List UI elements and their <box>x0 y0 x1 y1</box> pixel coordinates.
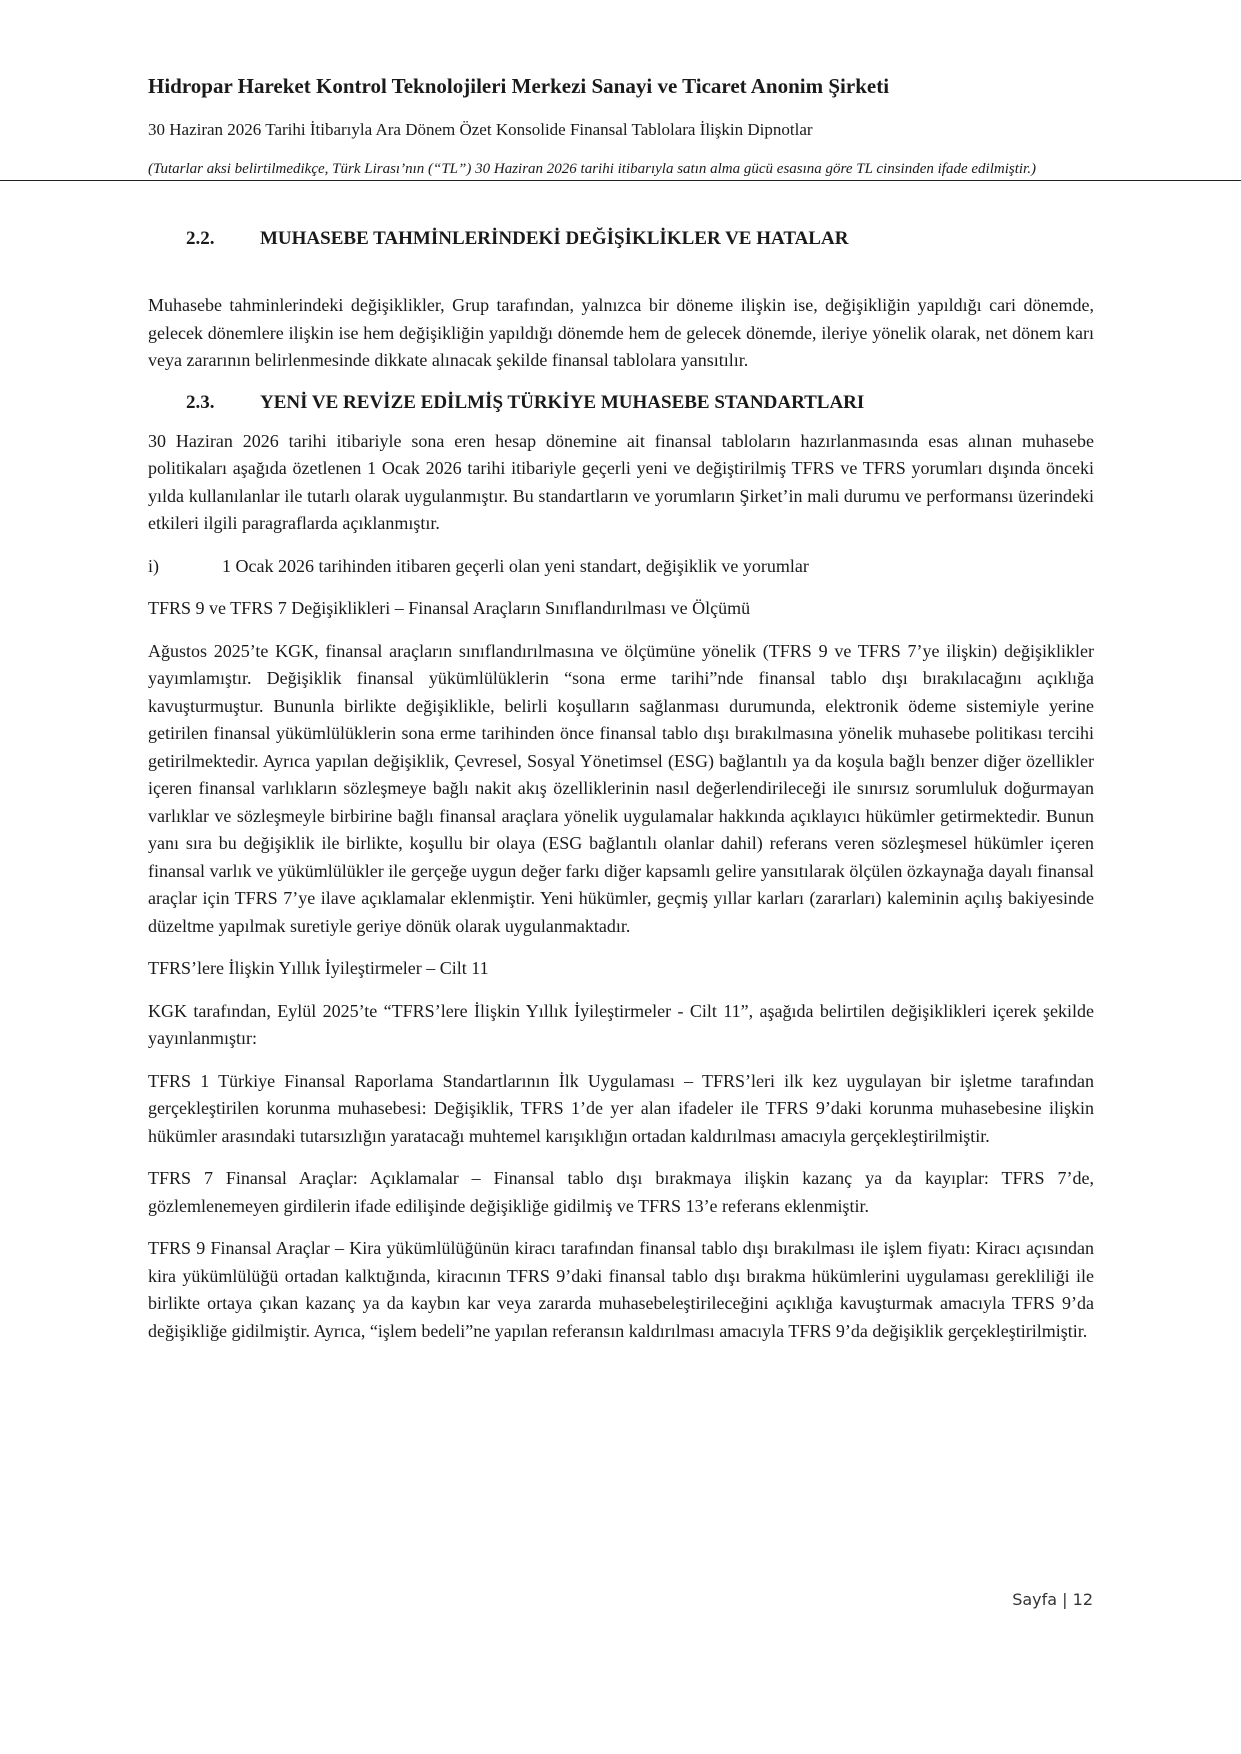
list-item <box>148 553 1094 581</box>
tfrs7-paragraph: TFRS 7 Finansal Araçlar: Açıklamalar – Finansal tablo dışı bırakmaya ilişkin kazanç ya da kayıplar: TFRS 7’de, gözlemlenemeyen girdilerin ifade edilişinde değişikliğe gidilmiş ve TFRS 13’e referans eklenmiştir. <box>148 1168 1094 1216</box>
company-name: Hidropar Hareket Kontrol Teknolojileri Merkezi Sanayi ve Ticaret Anonim Şirketi <box>148 74 890 98</box>
tfrs9-lease-paragraph: TFRS 9 Finansal Araçlar – Kira yükümlülüğünün kiracı tarafından finansal tablo dışı bırakılması ile işlem fiyatı: Kiracı açısından kira yükümlülüğü ortadan kalktığında, kiracının TFRS 9’daki finansal tablo dışı bırakma hükümlerini uygulaması gerekliliği ile birlikte ortaya çıkan kazanç ya da kaybın kar veya zararda muhasebeleştirileceğini açıklığa kavuşturmak amacıyla TFRS 9’da değişikliğe gidilmiştir. Ayrıca, “işlem bedeli”ne yapılan referansın kaldırılması amacıyla TFRS 9’da değişiklik gerçekleştirilmiştir. <box>148 1238 1094 1341</box>
currency-note: (Tutarlar aksi belirtilmedikçe, Türk Lirası’nın (“TL”) 30 Haziran 2026 tarihi itibarıyla satın alma gücü esasına göre TL cinsinden ifade edilmiştir.) <box>148 161 1036 177</box>
tfrs1-paragraph: TFRS 1 Türkiye Finansal Raporlama Standartlarının İlk Uygulaması – TFRS’leri ilk kez uygulayan bir işletme tarafından gerçekleştirilen korunma muhasebesi: Değişiklik, TFRS 1’de yer alan ifadeler ile TFRS 9’daki korunma muhasebesine ilişkin hükümler arasındaki tutarsızlığın yaratacağı muhtemel karışıklığın ortadan kaldırılması amacıyla gerçekleştirilmiştir. <box>148 1070 1094 1146</box>
document-subtitle: 30 Haziran 2026 Tarihi İtibarıyla Ara Dönem Özet Konsolide Finansal Tablolara İlişkin Dipnotlar <box>148 120 813 139</box>
list-marker: i) <box>148 555 159 576</box>
section-number: 2.3. <box>186 391 215 413</box>
section-title: MUHASEBE TAHMİNLERİNDEKİ DEĞİŞİKLİKLER VE HATALAR <box>260 228 849 249</box>
tfrs9-tfrs7-subheading: TFRS 9 ve TFRS 7 Değişiklikleri – Finansal Araçların Sınıflandırılması ve Ölçümü <box>148 598 751 618</box>
standards-intro-paragraph: 30 Haziran 2026 tarihi itibariyle sona eren hesap dönemine ait finansal tabloların hazırlanmasında esas alınan muhasebe politikaları aşağıda özetlenen 1 Ocak 2026 tarihi itibariyle geçerli yeni ve değiştirilmiş TFRS ve TFRS yorumları dışında önceki yılda kullanılanlar ile tutarlı olarak uygulanmıştır. Bu standartların ve yorumların Şirket’in mali durumu ve performansı üzerindeki etkileri ilgili paragraflarda açıklanmıştır. <box>148 430 1094 533</box>
annual-improvements-paragraph: KGK tarafından, Eylül 2025’te “TFRS’lere İlişkin Yıllık İyileştirmeler - Cilt 11”, aşağıda belirtilen değişiklikleri içerek şekilde yayınlanmıştır: <box>148 1000 1094 1048</box>
page-header <box>0 0 1241 182</box>
header-divider <box>0 180 1241 181</box>
section-heading-2-2 <box>148 228 1094 250</box>
section-heading-2-3 <box>148 392 1094 414</box>
section-number: 2.2. <box>186 228 215 249</box>
list-item-text: 1 Ocak 2026 tarihinden itibaren geçerli olan yeni standart, değişiklik ve yorumlar <box>222 555 809 576</box>
tfrs9-tfrs7-paragraph: Ağustos 2025’te KGK, finansal araçların sınıflandırılmasına ve ölçümüne yönelik (TFRS 9 ve TFRS 7’ye ilişkin) değişiklikler yayımlamıştır. Değişiklik finansal yükümlülüklerin “sona erme tarihi”nde finansal tablo dışı bırakılacağını açıklığa kavuşturmuştur. Bununla birlikte değişiklikle, belirli koşulların sağlanması durumunda, elektronik ödeme sistemiyle yerine getirilen finansal yükümlülüklerin sona erme tarihinden önce finansal tablo dışı bırakılmasına yönelik muhasebe politikası tercihi getirilmektedir. Ayrıca yapılan değişiklik, Çevresel, Sosyal Yönetimsel (ESG) bağlantılı ya da koşula bağlı benzer diğer özellikler içeren finansal varlıkların sözleşmeye bağlı nakit akış özelliklerinin nasıl değerlendirileceği ile sınırsız sorumluluk doğurmayan varlıklar ve sözleşmeyle birbirine bağlı finansal araçlara yönelik uygulamalar hakkında açıklayıcı hükümler getirmektedir. Bunun yanı sıra bu değişiklik ile birlikte, koşullu bir olaya (ESG bağlantılı olanlar dahil) referans veren sözleşmesel hükümler içeren finansal varlık ve yükümlülükler ile gerçeğe uygun değer farkı diğer kapsamlı gelire yansıtılarak ölçülen özkaynağa dayalı finansal araçlar için TFRS 7’ye ilave açıklamalar eklenmiştir. Yeni hükümler, geçmiş yıllar karları (zararları) kaleminin açılış bakiyesinde düzeltme yapılmak suretiyle geriye dönük olarak uygulanmaktadır. <box>148 640 1094 936</box>
annual-improvements-subheading: TFRS’lere İlişkin Yıllık İyileştirmeler – Cilt 11 <box>148 958 489 978</box>
page-number: Sayfa | 12 <box>1012 1590 1093 1609</box>
estimates-paragraph: Muhasebe tahminlerindeki değişiklikler, Grup tarafından, yalnızca bir döneme ilişkin ise, değişikliğin yapıldığı cari dönemde, gelecek dönemlere ilişkin ise hem değişikliğin yapıldığı dönemde hem de gelecek dönemde, ileriye yönelik olarak, net dönem karı veya zararının belirlenmesinde dikkate alınacak şekilde finansal tablolara yansıtılır. <box>148 295 1094 370</box>
page-content <box>148 228 1094 1345</box>
section-title: YENİ VE REVİZE EDİLMİŞ TÜRKİYE MUHASEBE STANDARTLARI <box>260 391 865 413</box>
